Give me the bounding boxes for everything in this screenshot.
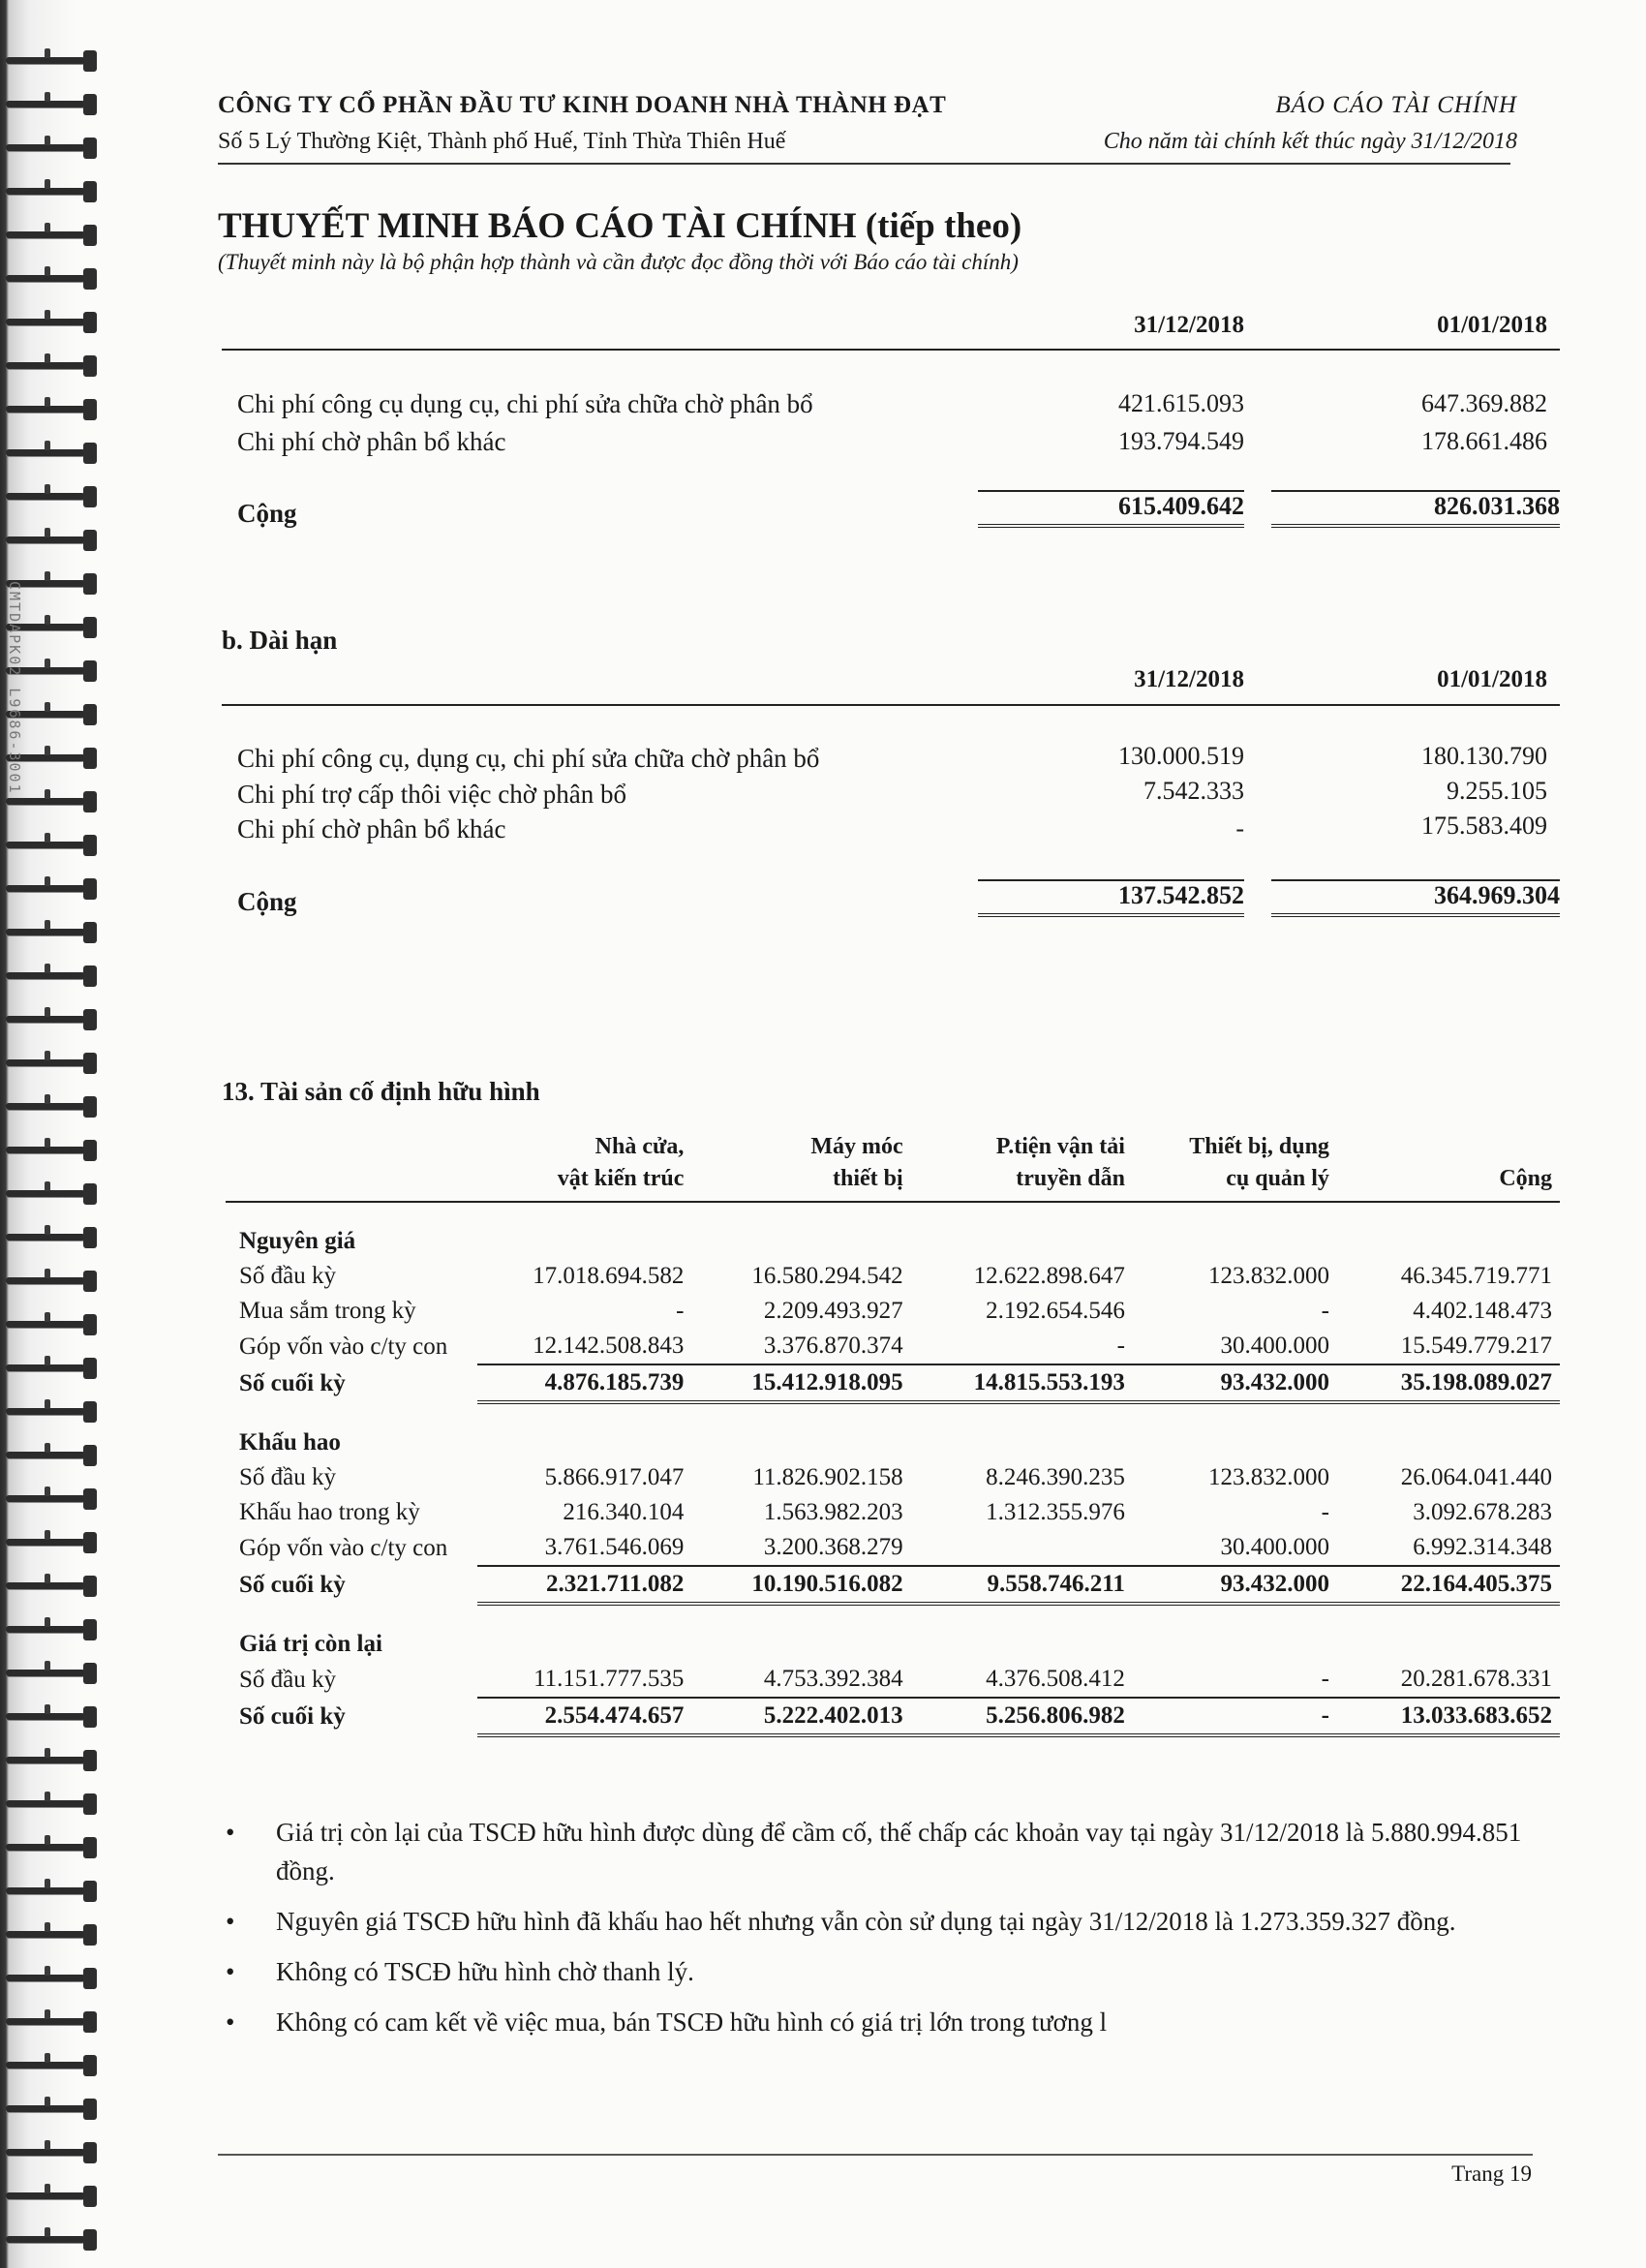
binding-ring (6, 1486, 95, 1512)
page-subtitle: (Thuyết minh này là bộ phận hợp thành và cần được đọc đồng thời với Báo cáo tài chính) (218, 250, 1019, 274)
table-row (226, 1329, 1560, 1364)
cell-value: 10.190.516.082 (691, 1566, 910, 1604)
cell-value: 123.832.000 (1207, 1263, 1329, 1289)
table-row (226, 1495, 1560, 1530)
long-row-value: 9.255.105 (1447, 777, 1547, 805)
binding-ring (6, 310, 95, 335)
binding-ring (6, 1138, 95, 1163)
group-heading: Giá trị còn lại (239, 1631, 382, 1657)
report-period: Cho năm tài chính kết thúc ngày 31/12/2018 (1103, 129, 1517, 154)
header-divider (218, 163, 1510, 165)
short-row-label: Chi phí chờ phân bổ khác (237, 427, 506, 456)
table-row (226, 1259, 1560, 1294)
cell-value: 8.246.390.235 (986, 1464, 1125, 1490)
binding-ring (6, 484, 95, 509)
binding-ring (6, 1617, 95, 1642)
cell-value: 46.345.719.771 (1400, 1263, 1552, 1289)
cell-value: 11.151.777.535 (533, 1666, 685, 1692)
cell-value: 3.092.678.283 (1413, 1499, 1552, 1525)
cell-value: 14.815.553.193 (911, 1364, 1133, 1402)
row-label: Số đầu kỳ (239, 1666, 336, 1693)
binding-ring (6, 876, 95, 902)
binding-ring (6, 1879, 95, 1904)
cell-value: 22.164.405.375 (1337, 1566, 1560, 1604)
binding-ring (6, 2097, 95, 2122)
binding-ring (6, 48, 95, 74)
cell-value: 216.340.104 (563, 1499, 685, 1525)
binding-ring (6, 92, 95, 117)
cell-value: 15.549.779.217 (1400, 1333, 1552, 1359)
binding-ring (6, 833, 95, 858)
binding-ring (6, 1356, 95, 1381)
note-item (226, 1813, 1562, 1890)
cell-value: 30.400.000 (1220, 1333, 1329, 1359)
group-heading-row (226, 1202, 1560, 1259)
note-text: Không có cam kết về việc mua, bán TSCĐ hữu hình có giá trị lớn trong tương l (276, 2007, 1108, 2037)
page-title: THUYẾT MINH BÁO CÁO TÀI CHÍNH (tiếp theo) (218, 206, 1022, 246)
short-col1-header: 31/12/2018 (1134, 312, 1244, 338)
cell-value: 5.866.917.047 (544, 1464, 685, 1490)
row-label: Mua sắm trong kỳ (239, 1298, 416, 1324)
row-label: Góp vốn vào c/ty con (239, 1333, 448, 1360)
binding-ring (6, 397, 95, 422)
company-address: Số 5 Lý Thường Kiệt, Thành phố Huế, Tỉnh Thừa Thiên Huế (218, 129, 786, 154)
cell-value: 11.826.902.158 (752, 1464, 903, 1490)
table-row (226, 1662, 1560, 1698)
bullet-icon: • (226, 2007, 235, 2037)
binding-ring (6, 1399, 95, 1425)
report-name: BÁO CÁO TÀI CHÍNH (1275, 92, 1517, 118)
section-heading: b. Dài hạn (222, 626, 338, 655)
cell-value: 13.033.683.652 (1337, 1698, 1560, 1735)
cell-value: 17.018.694.582 (533, 1263, 685, 1289)
cell-value: 35.198.089.027 (1337, 1364, 1560, 1402)
binding-ring (6, 1225, 95, 1250)
cell-value: 12.142.508.843 (533, 1333, 685, 1359)
cell-value: 12.622.898.647 (973, 1263, 1125, 1289)
cell-value: 4.876.185.739 (477, 1364, 692, 1402)
binding-ring (6, 1312, 95, 1337)
binding-ring (6, 1443, 95, 1468)
binding-ring (6, 353, 95, 379)
cell-value: 2.209.493.927 (763, 1298, 903, 1324)
short-row-label: Chi phí công cụ dụng cụ, chi phí sửa chữa chờ phân bổ (237, 389, 813, 418)
cell-value (911, 1530, 1133, 1566)
note-text: Giá trị còn lại của TSCĐ hữu hình được dùng để cầm cố, thế chấp các khoản vay tại ngày 31/12/2018 là 5.880.994.851 đồng. (276, 1818, 1522, 1885)
binding-ring (6, 964, 95, 989)
short-total-label: Cộng (237, 499, 297, 528)
binding-ring (6, 2184, 95, 2209)
cell-value: - (1133, 1698, 1337, 1735)
row-label: Số cuối kỳ (239, 1369, 346, 1396)
long-row-label: Chi phí trợ cấp thôi việc chờ phân bổ (237, 780, 626, 809)
binding-ring (6, 441, 95, 466)
group-heading: Nguyên giá (239, 1228, 356, 1254)
bullet-icon: • (226, 1957, 235, 1986)
cell-value: 16.580.294.542 (751, 1263, 903, 1289)
table-row (226, 1530, 1560, 1566)
binding-ring (6, 1704, 95, 1730)
cell-value: 15.412.918.095 (691, 1364, 910, 1402)
long-total-value: 137.542.852 (978, 879, 1244, 917)
cell-value: 2.321.711.082 (477, 1566, 692, 1604)
cell-value: 1.563.982.203 (763, 1499, 903, 1525)
cell-value: - (676, 1298, 685, 1324)
cell-value: - (1321, 1499, 1329, 1525)
cell-value: 123.832.000 (1207, 1464, 1329, 1490)
cell-value: 5.256.806.982 (911, 1698, 1133, 1735)
long-row-value: 130.000.519 (1118, 742, 1244, 770)
binding-ring (6, 136, 95, 161)
binding-ring (6, 266, 95, 291)
short-row-value: 421.615.093 (1118, 389, 1244, 417)
long-col2-header: 01/01/2018 (1437, 666, 1547, 692)
cell-value: - (1321, 1666, 1329, 1692)
note-item (226, 1902, 1562, 1941)
long-row-value: 175.583.409 (1421, 812, 1547, 840)
cell-value: - (1116, 1333, 1125, 1359)
binding-ring (6, 1530, 95, 1555)
note-item (226, 1952, 1562, 1991)
cell-value: 5.222.402.013 (691, 1698, 910, 1735)
long-row-value: 180.130.790 (1421, 742, 1547, 770)
binding-ring (6, 2227, 95, 2253)
footer-divider (218, 2154, 1533, 2156)
binding-ring (6, 179, 95, 204)
bullet-icon: • (226, 1818, 235, 1847)
cell-value: 4.376.508.412 (986, 1666, 1125, 1692)
cell-value: 4.402.148.473 (1413, 1298, 1552, 1324)
page-number: Trang 19 (1451, 2161, 1532, 2186)
long-row-value: 7.542.333 (1143, 777, 1244, 805)
binding-ring (6, 1748, 95, 1773)
binding-ring (6, 1269, 95, 1294)
binding-ring (6, 1094, 95, 1119)
cell-value: 2.192.654.546 (986, 1298, 1125, 1324)
cell-value: 2.554.474.657 (477, 1698, 692, 1735)
long-total-value: 364.969.304 (1271, 879, 1560, 917)
binding-ring (6, 1922, 95, 1947)
binding-ring (6, 528, 95, 553)
column-header: Thiết bị, dụng cụ quản lý (1133, 1131, 1337, 1202)
binding-ring (6, 1181, 95, 1207)
binding-ring (6, 223, 95, 248)
cell-value: 20.281.678.331 (1400, 1666, 1552, 1692)
margin-stamp: CMTDAPK02 L9686-3001 (6, 581, 23, 795)
row-label: Số đầu kỳ (239, 1464, 336, 1490)
notes-list (226, 1813, 1562, 2053)
short-header-rule (222, 349, 1560, 351)
table-total-row (226, 1566, 1560, 1604)
short-row-value: 193.794.549 (1118, 427, 1244, 455)
table-header-row (226, 1131, 1560, 1202)
row-label: Số cuối kỳ (239, 1702, 346, 1730)
group-heading-row (226, 1604, 1560, 1662)
short-total-value: 826.031.368 (1271, 490, 1560, 528)
note-text: Không có TSCĐ hữu hình chờ thanh lý. (276, 1957, 694, 1986)
table-row (226, 1294, 1560, 1329)
short-col2-header: 01/01/2018 (1437, 312, 1547, 338)
cell-value: 3.376.870.374 (763, 1333, 903, 1359)
column-header: Cộng (1337, 1131, 1560, 1202)
column-header: Máy móc thiết bị (691, 1131, 910, 1202)
binding-ring (6, 1051, 95, 1076)
cell-value: 93.432.000 (1133, 1364, 1337, 1402)
cell-value: 9.558.746.211 (911, 1566, 1133, 1604)
bullet-icon: • (226, 1907, 235, 1936)
cell-value: 6.992.314.348 (1413, 1534, 1552, 1560)
table-row (226, 1460, 1560, 1495)
binding-ring (6, 1007, 95, 1032)
company-name: CÔNG TY CỔ PHẦN ĐẦU TƯ KINH DOANH NHÀ THÀNH ĐẠT (218, 92, 947, 118)
binding-ring (6, 1661, 95, 1686)
cell-value: 30.400.000 (1220, 1534, 1329, 1560)
cell-value: 1.312.355.976 (986, 1499, 1125, 1525)
cell-value: - (1321, 1298, 1329, 1324)
group-heading-row (226, 1402, 1560, 1460)
cell-value: 4.753.392.384 (763, 1666, 903, 1692)
fixed-assets-table (226, 1131, 1560, 1737)
column-header: P.tiện vận tải truyền dẫn (911, 1131, 1133, 1202)
binding-ring (6, 920, 95, 945)
group-heading: Khấu hao (239, 1429, 341, 1456)
fixed-assets-body (226, 1202, 1560, 1735)
label-column-header (226, 1131, 477, 1202)
binding-ring (6, 1835, 95, 1860)
row-label: Khấu hao trong kỳ (239, 1499, 420, 1525)
row-label: Số đầu kỳ (239, 1263, 336, 1289)
note-text: Nguyên giá TSCĐ hữu hình đã khấu hao hết nhưng vẫn còn sử dụng tại ngày 31/12/2018 là 1.273.359.327 đồng. (276, 1907, 1456, 1936)
short-total-value: 615.409.642 (978, 490, 1244, 528)
long-row-value: - (1235, 814, 1244, 843)
row-label: Góp vốn vào c/ty con (239, 1534, 448, 1561)
table-total-row (226, 1364, 1560, 1402)
long-row-label: Chi phí công cụ, dụng cụ, chi phí sửa chữa chờ phân bổ (237, 744, 820, 773)
short-row-value: 647.369.882 (1421, 389, 1547, 417)
binding-ring (6, 1966, 95, 1991)
binding-ring (6, 1574, 95, 1599)
cell-value: 3.761.546.069 (544, 1534, 685, 1560)
cell-value: 26.064.041.440 (1400, 1464, 1552, 1490)
binding-ring (6, 1792, 95, 1817)
cell-value: 3.200.368.279 (763, 1534, 903, 1560)
binding-ring (6, 2009, 95, 2035)
column-header: Nhà cửa, vật kiến trúc (477, 1131, 692, 1202)
long-col1-header: 31/12/2018 (1134, 666, 1244, 692)
table-total-row (226, 1698, 1560, 1735)
row-label: Số cuối kỳ (239, 1571, 346, 1598)
binding-ring (6, 2140, 95, 2165)
note-item (226, 2003, 1562, 2041)
short-row-value: 178.661.486 (1421, 427, 1547, 455)
section-heading: 13. Tài sản cố định hữu hình (222, 1077, 540, 1106)
long-row-label: Chi phí chờ phân bổ khác (237, 814, 506, 843)
long-header-rule (222, 704, 1560, 706)
cell-value: 93.432.000 (1133, 1566, 1337, 1604)
long-total-label: Cộng (237, 887, 297, 916)
binding-ring (6, 2053, 95, 2078)
